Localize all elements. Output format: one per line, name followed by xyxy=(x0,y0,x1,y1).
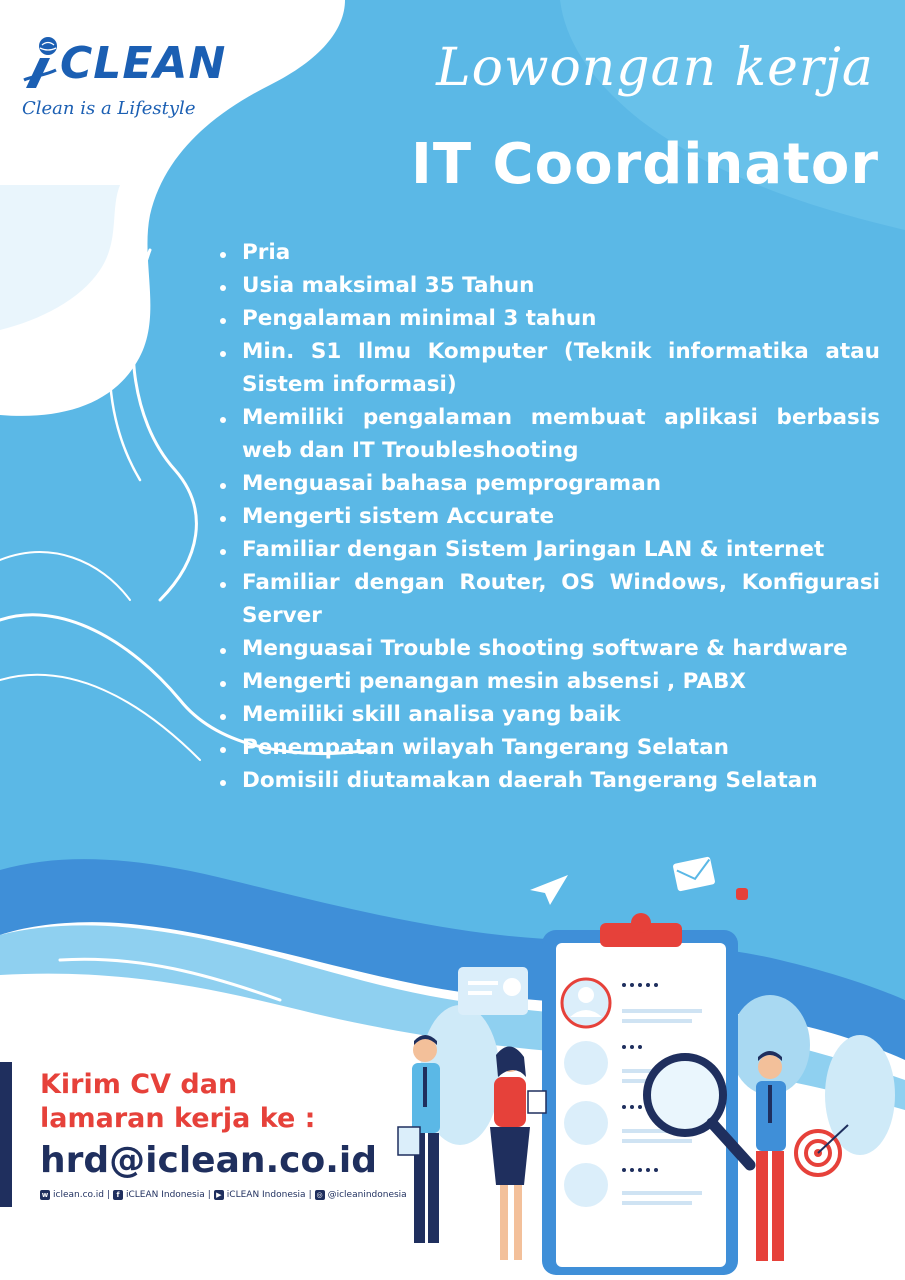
requirements-list xyxy=(218,236,880,797)
brand-logo xyxy=(18,18,238,128)
contact-line-2: lamaran kerja ke : xyxy=(40,1103,316,1134)
contact-callout xyxy=(40,1068,315,1136)
requirement-item: Menguasai bahasa pemprograman xyxy=(218,467,880,500)
script-title: Lowongan kerja xyxy=(436,38,874,98)
heart-badge-icon xyxy=(736,888,748,900)
requirement-item: Penempatan wilayah Tangerang Selatan xyxy=(218,731,880,764)
hiring-illustration xyxy=(390,845,905,1280)
requirement-item: Familiar dengan Router, OS Windows, Konfigurasi Server xyxy=(218,566,880,632)
logo-tagline: Clean is a Lifestyle xyxy=(22,98,196,119)
www-icon: w xyxy=(41,1191,49,1199)
job-title: IT Coordinator xyxy=(411,132,879,197)
facebook-icon: f xyxy=(113,1190,123,1200)
requirement-item: Pengalaman minimal 3 tahun xyxy=(218,302,880,335)
requirement-item: Mengerti sistem Accurate xyxy=(218,500,880,533)
instagram-icon: ◎ xyxy=(316,1191,323,1199)
requirement-item: Memiliki pengalaman membuat aplikasi berbasis web dan IT Troubleshooting xyxy=(218,401,880,467)
facebook-link[interactable]: iCLEAN Indonesia xyxy=(125,1190,205,1200)
man-left-figure xyxy=(398,1035,440,1243)
requirement-item: Menguasai Trouble shooting software & hardware xyxy=(218,632,880,665)
requirement-item: Usia maksimal 35 Tahun xyxy=(218,269,880,302)
contact-line-1: Kirim CV dan xyxy=(40,1069,238,1100)
separator: | xyxy=(106,1190,110,1200)
requirement-item: Memiliki skill analisa yang baik xyxy=(218,698,880,731)
youtube-link[interactable]: iCLEAN Indonesia xyxy=(226,1190,306,1200)
contact-email[interactable]: hrd@iclean.co.id xyxy=(40,1140,378,1181)
separator: | xyxy=(308,1190,312,1200)
envelope-icon xyxy=(673,856,716,891)
requirement-item: Domisili diutamakan daerah Tangerang Selatan xyxy=(218,764,880,797)
social-links xyxy=(40,1190,407,1200)
instagram-link[interactable]: @icleanindonesia xyxy=(327,1190,407,1200)
logo-globe-icon xyxy=(22,36,62,92)
youtube-icon: ▶ xyxy=(214,1190,224,1200)
website-link[interactable]: iclean.co.id xyxy=(53,1190,104,1200)
requirement-item: Mengerti penangan mesin absensi , PABX xyxy=(218,665,880,698)
logo-wordmark: CLEAN xyxy=(60,38,227,89)
leaf-shape xyxy=(730,995,810,1095)
woman-figure xyxy=(490,1046,546,1260)
target-icon xyxy=(796,1125,848,1175)
requirement-item: Pria xyxy=(218,236,880,269)
requirement-item: Min. S1 Ilmu Komputer (Teknik informatika atau Sistem informasi) xyxy=(218,335,880,401)
contact-accent-bar xyxy=(0,1062,12,1207)
separator: | xyxy=(207,1190,211,1200)
left-light-wave xyxy=(0,185,120,330)
profile-card xyxy=(458,967,528,1015)
man-right-figure xyxy=(756,1051,786,1261)
paper-plane-icon xyxy=(530,875,568,905)
requirement-item: Familiar dengan Sistem Jaringan LAN & internet xyxy=(218,533,880,566)
